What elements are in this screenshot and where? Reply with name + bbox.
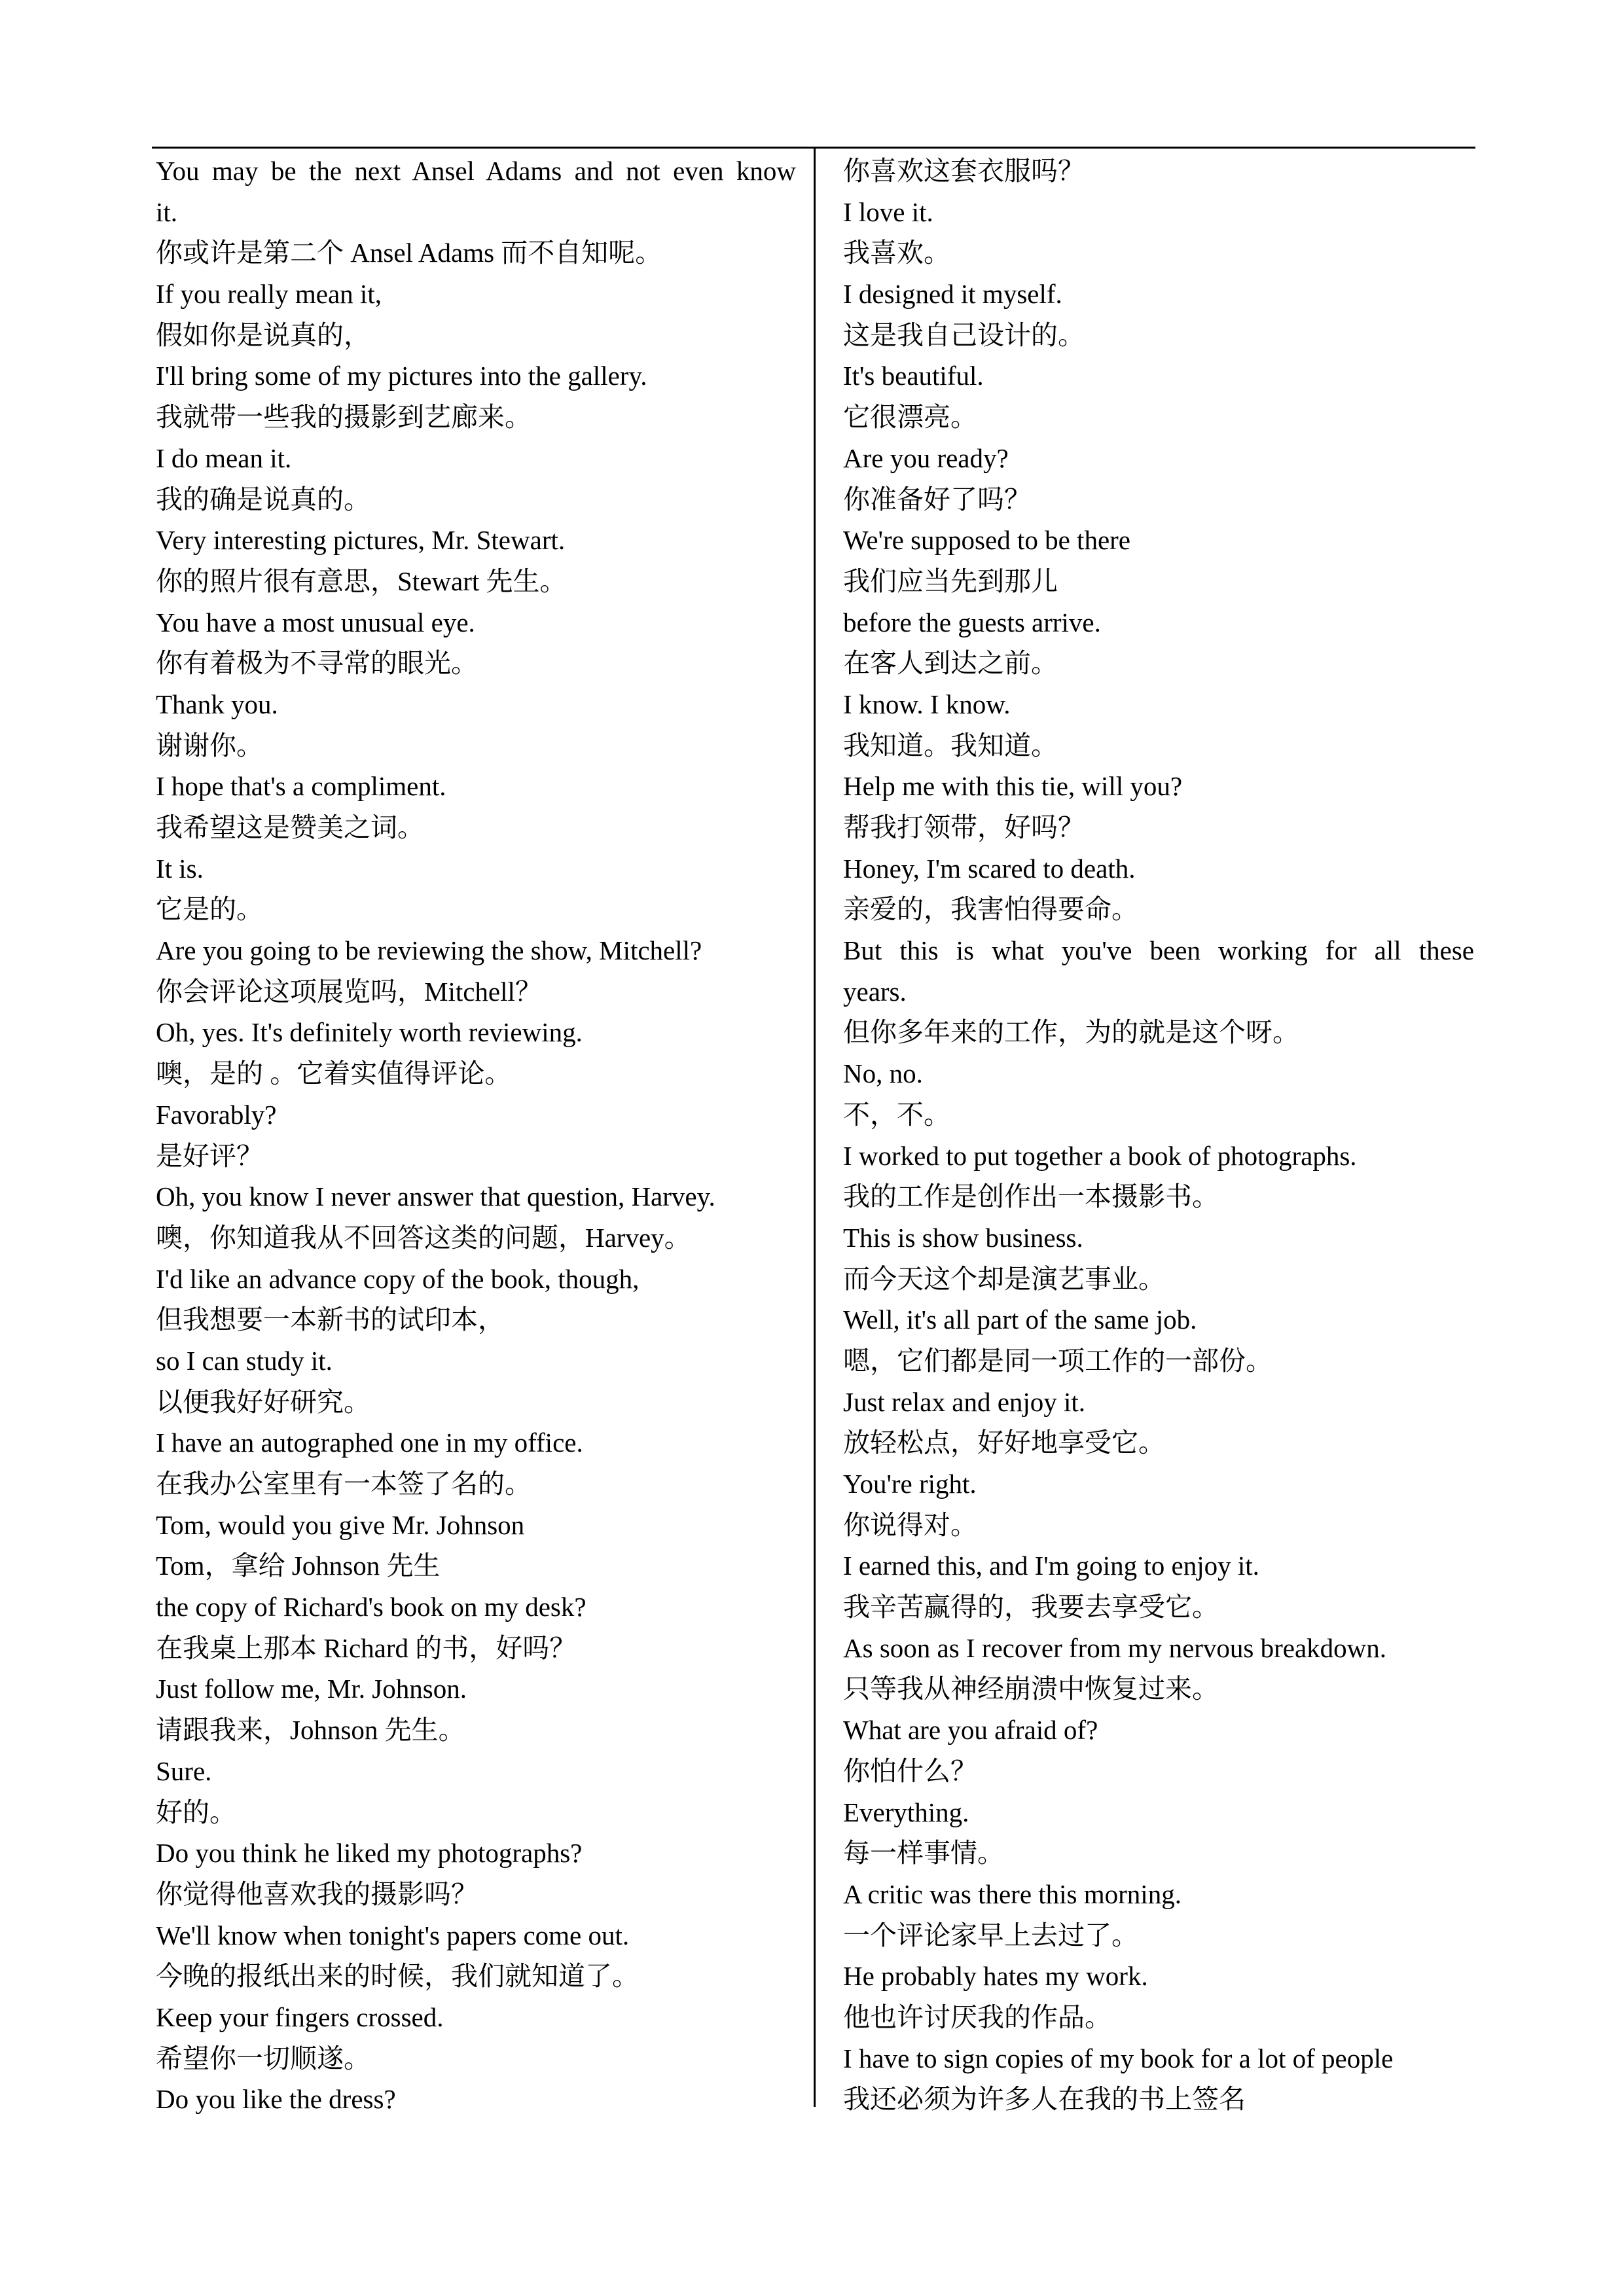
text-line: 你准备好了吗？ xyxy=(843,484,1031,514)
text-line: 以便我好好研究。 xyxy=(156,1386,370,1417)
text-line: 你怕什么？ xyxy=(843,1755,977,1786)
text-line: 噢，你知道我从不回答这类的问题，Harvey。 xyxy=(156,1222,691,1253)
text-line: As soon as I recover from my nervous breakdown. xyxy=(843,1632,1387,1663)
text-line: I earned this, and I'm going to enjoy it. xyxy=(843,1551,1259,1581)
text-line: Just relax and enjoy it. xyxy=(843,1386,1086,1417)
text-line: Sure. xyxy=(156,1755,212,1786)
text-line: 你觉得他喜欢我的摄影吗？ xyxy=(156,1878,478,1909)
text-line: 希望你一切顺遂。 xyxy=(156,2043,370,2073)
text-line: 我还必须为许多人在我的书上签名 xyxy=(843,2084,1246,2115)
text-line: I do mean it. xyxy=(156,442,292,473)
text-line: Do you think he liked my photographs? xyxy=(156,1838,583,1869)
text-line: He probably hates my work. xyxy=(843,1961,1148,1992)
text-line: Are you going to be reviewing the show, Mitchell? xyxy=(156,935,702,966)
text-line: 我喜欢。 xyxy=(843,238,950,268)
text-line: Are you ready? xyxy=(843,442,1009,473)
text-line: You may be the next Ansel Adams and not even know xyxy=(156,156,796,186)
text-line: If you really mean it, xyxy=(156,279,382,310)
text-line: before the guests arrive. xyxy=(843,607,1101,637)
text-line: 你会评论这项展览吗，Mitchell？ xyxy=(156,976,542,1007)
text-line: 我辛苦赢得的，我要去享受它。 xyxy=(843,1592,1219,1623)
text-line: I'd like an advance copy of the book, though, xyxy=(156,1263,640,1294)
text-line: 不，不。 xyxy=(843,1099,950,1130)
text-line: 他也许讨厌我的作品。 xyxy=(843,2001,1111,2032)
text-line: 在我桌上那本 Richard 的书，好吗？ xyxy=(156,1632,577,1663)
text-line: What are you afraid of? xyxy=(843,1715,1098,1746)
text-line: 放轻松点，好好地享受它。 xyxy=(843,1427,1165,1458)
text-line: 你说得对。 xyxy=(843,1509,977,1540)
text-line: Tom, would you give Mr. Johnson xyxy=(156,1509,525,1540)
text-line: A critic was there this morning. xyxy=(843,1878,1182,1909)
text-line: Thank you. xyxy=(156,689,278,719)
text-line: 它很漂亮。 xyxy=(843,402,977,433)
text-line: Oh, you know I never answer that question, Harvey. xyxy=(156,1181,715,1212)
text-line: so I can study it. xyxy=(156,1345,333,1376)
text-line: 每一样事情。 xyxy=(843,1838,1004,1869)
text-line: 而今天这个却是演艺事业。 xyxy=(843,1263,1165,1294)
text-line: 我的确是说真的。 xyxy=(156,484,370,514)
text-line: This is show business. xyxy=(843,1222,1083,1253)
text-line: We'll know when tonight's papers come out. xyxy=(156,1920,630,1950)
text-line: Oh, yes. It's definitely worth reviewing. xyxy=(156,1017,583,1048)
left-column xyxy=(156,151,796,2120)
text-line: 我希望这是赞美之词。 xyxy=(156,812,424,842)
text-line: 你的照片很有意思，Stewart 先生。 xyxy=(156,565,567,596)
text-line: 今晚的报纸出来的时候，我们就知道了。 xyxy=(156,1961,639,1992)
text-line: I hope that's a compliment. xyxy=(156,771,446,802)
text-line: 好的。 xyxy=(156,1797,236,1827)
text-line: But this is what you've been working for all these xyxy=(843,935,1474,966)
text-line: 一个评论家早上去过了。 xyxy=(843,1920,1138,1950)
text-line: Honey, I'm scared to death. xyxy=(843,853,1136,884)
text-line: I have an autographed one in my office. xyxy=(156,1427,583,1458)
text-line: 但我想要一本新书的试印本， xyxy=(156,1304,505,1335)
text-line: 谢谢你。 xyxy=(156,730,263,761)
text-line: Do you like the dress? xyxy=(156,2084,396,2115)
text-line: 它是的。 xyxy=(156,894,263,925)
text-line: Just follow me, Mr. Johnson. xyxy=(156,1674,467,1704)
text-line: Favorably? xyxy=(156,1099,277,1130)
text-line: 请跟我来，Johnson 先生。 xyxy=(156,1715,465,1746)
text-line: Help me with this tie, will you? xyxy=(843,771,1183,802)
text-line: I'll bring some of my pictures into the gallery. xyxy=(156,361,647,391)
text-line: 我知道。我知道。 xyxy=(843,730,1058,761)
text-line: I have to sign copies of my book for a lot of people xyxy=(843,2043,1394,2073)
text-line: 亲爱的，我害怕得要命。 xyxy=(843,894,1138,925)
text-line: 帮我打领带，好吗？ xyxy=(843,812,1085,842)
text-line: 你或许是第二个 Ansel Adams 而不自知呢。 xyxy=(156,238,662,268)
text-line: You have a most unusual eye. xyxy=(156,607,475,637)
text-line: 是好评？ xyxy=(156,1140,263,1171)
text-line: Very interesting pictures, Mr. Stewart. xyxy=(156,525,566,556)
column-divider xyxy=(814,147,816,2107)
text-line: 在我办公室里有一本签了名的。 xyxy=(156,1469,532,1499)
text-line: 嗯，它们都是同一项工作的一部份。 xyxy=(843,1345,1272,1376)
text-line: it. xyxy=(156,196,178,227)
text-line: years. xyxy=(843,976,907,1007)
text-line: We're supposed to be there xyxy=(843,525,1130,556)
text-line: I love it. xyxy=(843,196,933,227)
text-line: You're right. xyxy=(843,1469,977,1499)
text-line: It's beautiful. xyxy=(843,361,984,391)
text-line: 你喜欢这套衣服吗？ xyxy=(843,156,1085,186)
text-line: 噢，是的 。它着实值得评论。 xyxy=(156,1058,512,1089)
right-column xyxy=(843,151,1474,2120)
text-line: I worked to put together a book of photographs. xyxy=(843,1140,1357,1171)
text-line: No, no. xyxy=(843,1058,923,1089)
text-line: 假如你是说真的， xyxy=(156,319,370,350)
text-line: 我们应当先到那儿 xyxy=(843,565,1058,596)
text-line: 我就带一些我的摄影到艺廊来。 xyxy=(156,402,532,433)
text-line: Keep your fingers crossed. xyxy=(156,2001,444,2032)
text-line: 只等我从神经崩溃中恢复过来。 xyxy=(843,1674,1219,1704)
text-line: 但你多年来的工作，为的就是这个呀。 xyxy=(843,1017,1299,1048)
text-line: I designed it myself. xyxy=(843,279,1062,310)
text-line: 在客人到达之前。 xyxy=(843,648,1058,679)
text-line: I know. I know. xyxy=(843,689,1011,719)
text-line: Everything. xyxy=(843,1797,969,1827)
text-line: 你有着极为不寻常的眼光。 xyxy=(156,648,478,679)
text-line: Well, it's all part of the same job. xyxy=(843,1304,1197,1335)
text-line: Tom，拿给 Johnson 先生 xyxy=(156,1551,441,1581)
text-line: 这是我自己设计的。 xyxy=(843,319,1085,350)
text-line: the copy of Richard's book on my desk? xyxy=(156,1592,586,1623)
text-line: It is. xyxy=(156,853,204,884)
text-line: 我的工作是创作出一本摄影书。 xyxy=(843,1181,1219,1212)
